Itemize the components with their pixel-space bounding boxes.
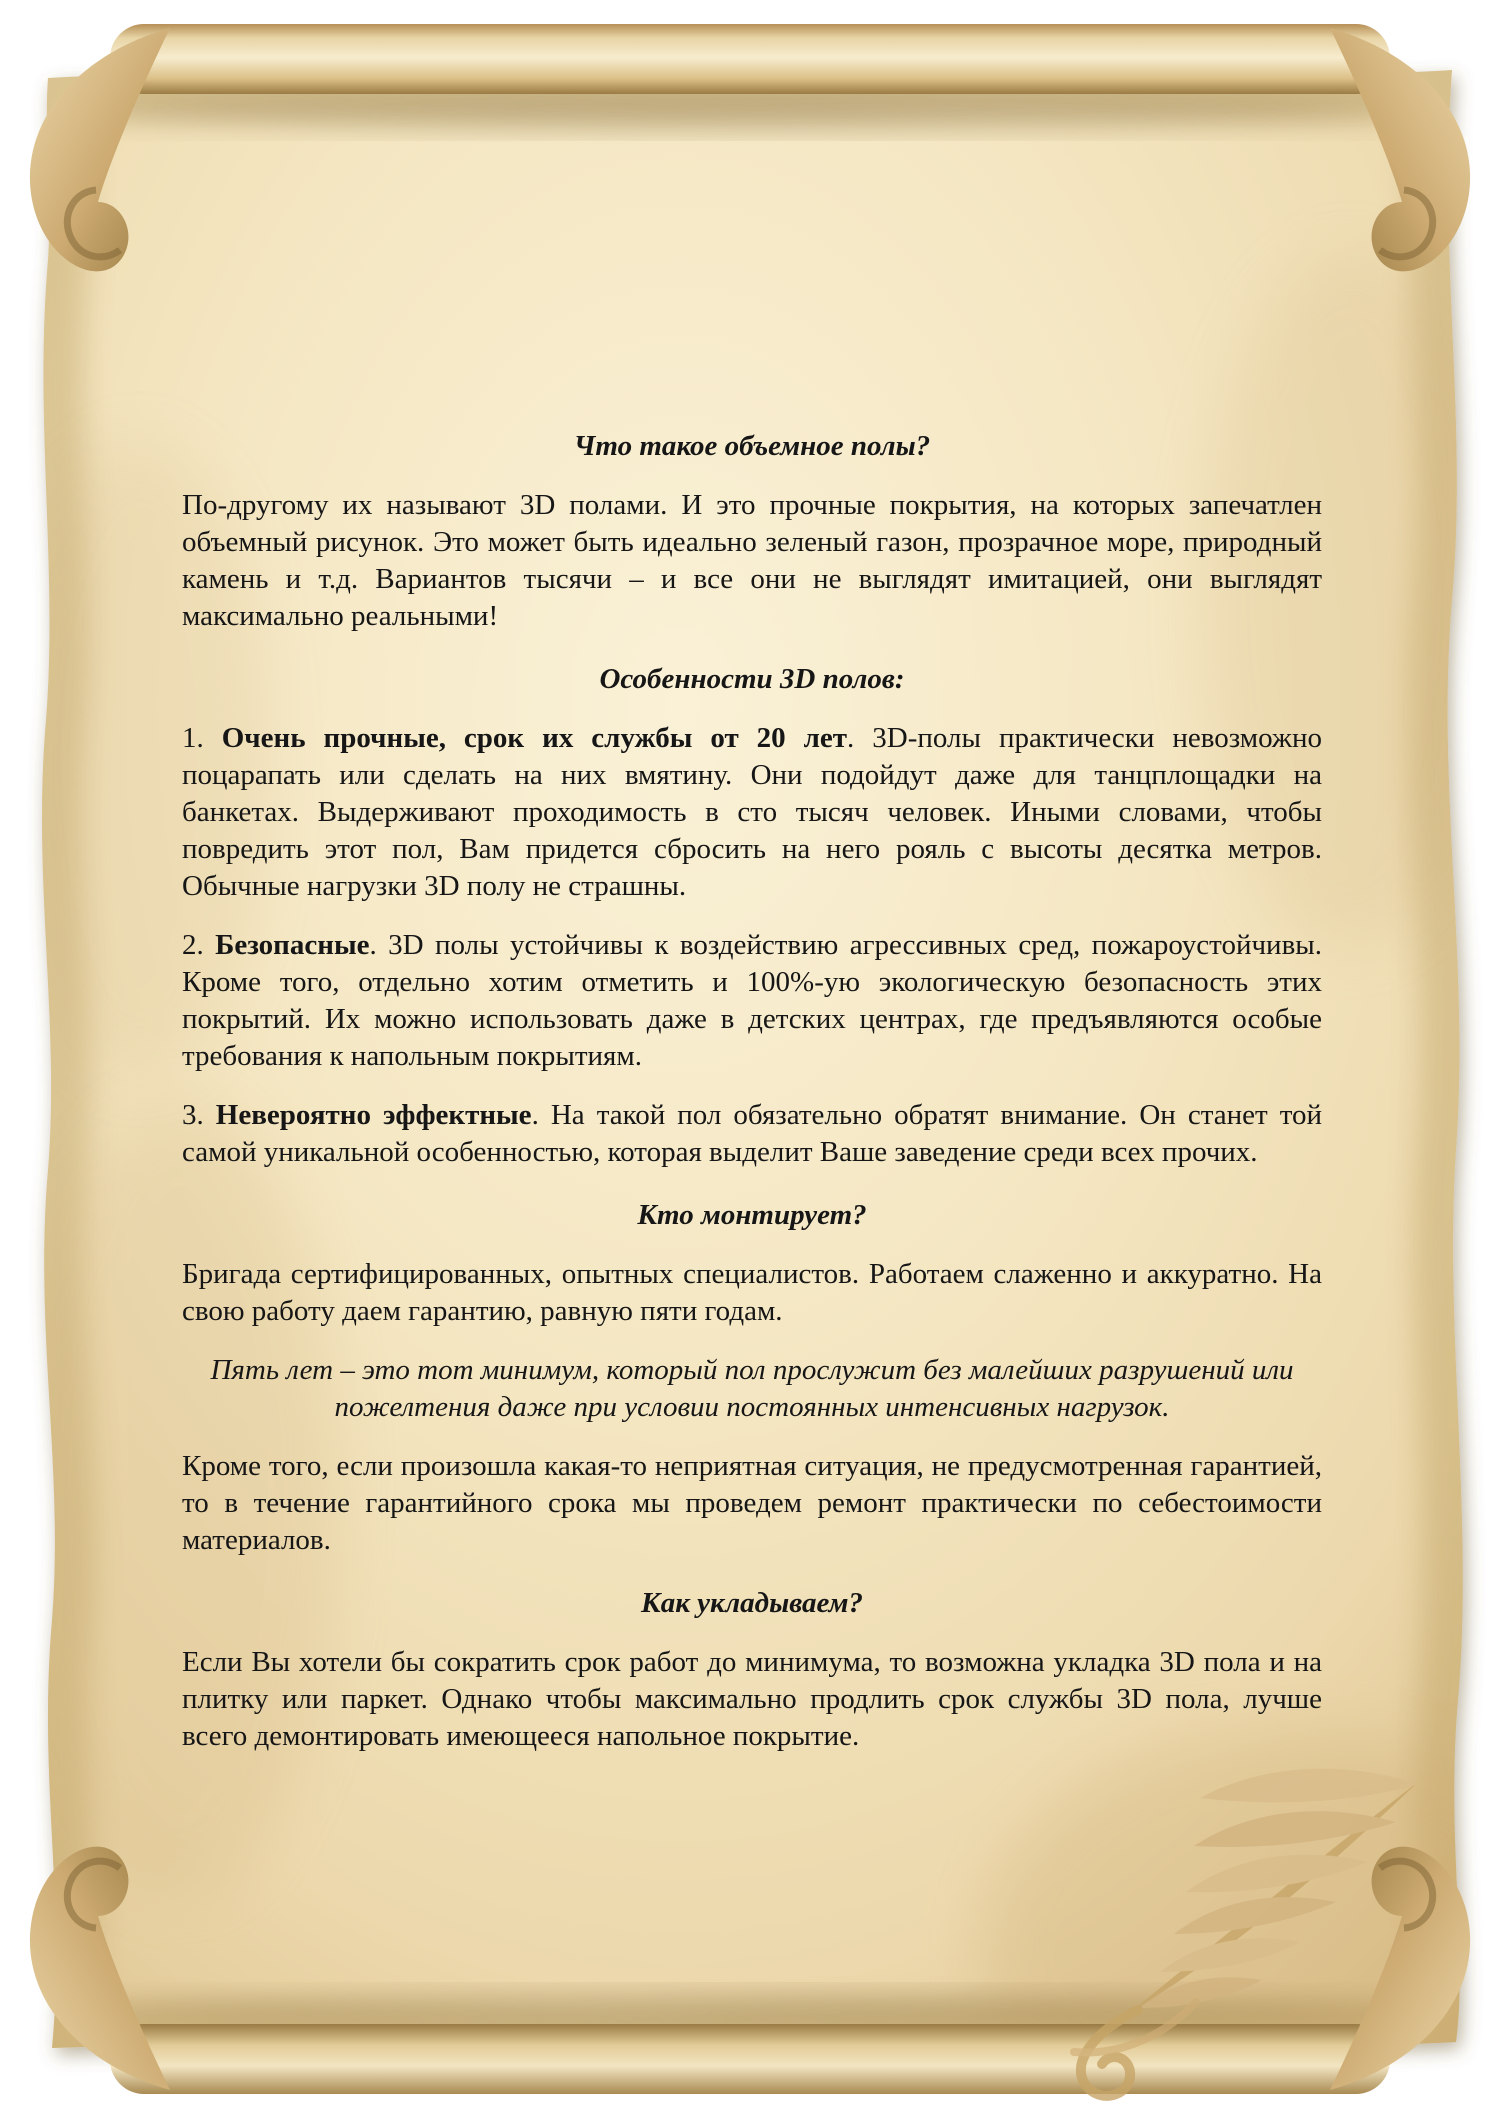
paragraph-text: Кроме того, если произошла какая-то неприятная ситуация, не предусмотренная гарантией, то в течение гарантийного срока мы проведем ремонт практически по себестоимости материалов.	[182, 1450, 1322, 1556]
body-paragraph	[182, 1644, 1322, 1755]
body-paragraph	[182, 1448, 1322, 1559]
list-item-lead: Безопасные	[215, 929, 370, 961]
list-item-paragraph	[182, 927, 1322, 1075]
section-heading: Особенности 3D полов:	[599, 663, 905, 695]
quote-paragraph: Пять лет – это тот минимум, который пол прослужит без малейших разрушений или пожелтения даже при условии постоянных интенсивных нагрузок.	[210, 1354, 1294, 1423]
body-paragraph	[182, 487, 1322, 635]
section-heading: Как укладываем?	[641, 1587, 863, 1619]
section-heading: Что такое объемное полы?	[573, 430, 931, 462]
document-content	[182, 428, 1322, 1777]
list-item-paragraph	[182, 1097, 1322, 1171]
list-item-lead: Очень прочные, срок их службы от 20 лет	[221, 722, 848, 754]
paragraph-text: Бригада сертифицированных, опытных специалистов. Работаем слаженно и аккуратно. На свою работу даем гарантию, равную пяти годам.	[182, 1258, 1322, 1327]
list-item-lead: Невероятно эффектные	[215, 1099, 532, 1131]
paragraph-text: . 3D-полы практически невозможно поцарапать или сделать на них вмятину. Они подойдут даже для танцплощадки на банкетах. Выдерживают проходимость в сто тысяч человек. Иными словами, чтобы повредить этот пол, Вам придется сбросить на него рояль с высоты десятка метров. Обычные нагрузки 3D полу не страшны.	[182, 722, 1322, 902]
scroll-roll-bottom	[110, 2024, 1390, 2094]
body-paragraph	[182, 1256, 1322, 1330]
paragraph-text: . На такой пол обязательно обратят внимание. Он станет той самой уникальной особенностью, которая выделит Ваше заведение среди всех прочих.	[182, 1099, 1323, 1168]
paragraph-text: . 3D полы устойчивы к воздействию агрессивных сред, пожароустойчивы. Кроме того, отдельно хотим отметить и 100%-ую экологическую безопасность этих покрытий. Их можно использовать даже в детских центрах, где предъявляются особые требования к напольным покрытиям.	[182, 929, 1323, 1072]
section-heading: Кто монтирует?	[637, 1199, 867, 1231]
paragraph-text: Если Вы хотели бы сократить срок работ до минимума, то возможна укладка 3D пола и на плитку или паркет. Однако чтобы максимально продлить срок службы 3D пола, лучше всего демонтировать имеющееся напольное покрытие.	[182, 1646, 1322, 1752]
scroll-roll-top	[110, 24, 1390, 94]
list-item-paragraph	[182, 720, 1322, 905]
list-item-number: 2.	[182, 929, 216, 961]
paragraph-text: По-другому их называют 3D полами. И это прочные покрытия, на которых запечатлен объемный рисунок. Это может быть идеально зеленый газон, прозрачное море, природный камень и т.д. Вариантов тысячи – и все они не выглядят имитацией, они выглядят максимально реальными!	[182, 489, 1322, 632]
list-item-number: 1.	[182, 722, 222, 754]
list-item-number: 3.	[182, 1099, 216, 1131]
